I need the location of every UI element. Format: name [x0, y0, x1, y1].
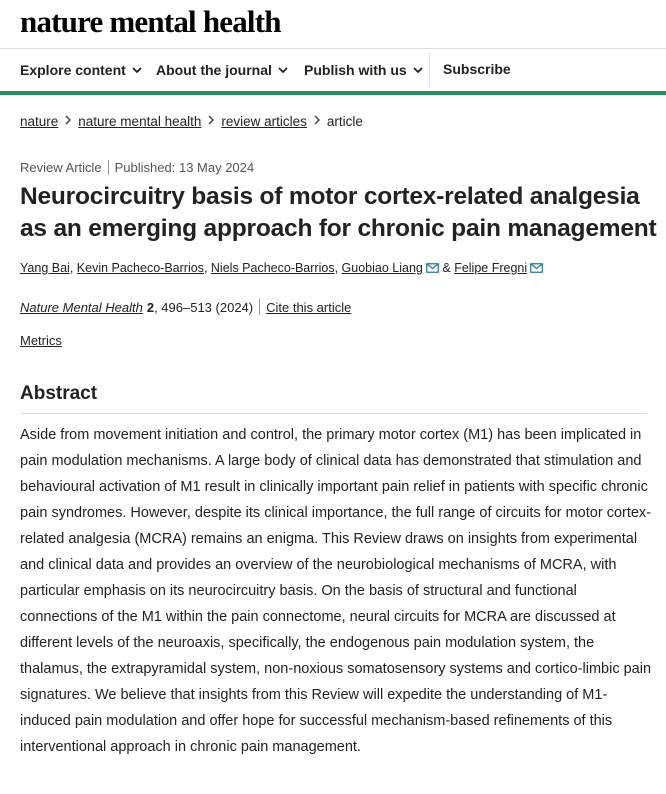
chevron-down-icon — [132, 61, 142, 77]
nav-about-journal[interactable] — [156, 61, 288, 78]
chevron-right-icon — [65, 113, 71, 128]
meta-divider — [108, 160, 109, 175]
mail-icon[interactable] — [426, 262, 439, 276]
nav-subscribe[interactable] — [443, 61, 511, 77]
citation-line — [20, 299, 351, 315]
nav-explore-content[interactable] — [20, 61, 142, 78]
nav-publish-with-us[interactable] — [304, 61, 423, 78]
accent-bar — [0, 91, 666, 95]
chevron-down-icon — [413, 61, 423, 77]
nav-subscribe-label: Subscribe — [443, 61, 511, 77]
chevron-right-icon — [208, 113, 214, 128]
nav-explore-content-label: Explore content — [20, 62, 126, 78]
journal-name-link[interactable]: Nature Mental Health — [20, 300, 143, 315]
breadcrumb-current: article — [326, 114, 363, 129]
author-link[interactable]: Yang Bai — [20, 261, 70, 275]
metrics-link[interactable]: Metrics — [20, 333, 62, 348]
article-meta — [20, 160, 254, 175]
author-separator: , — [334, 261, 339, 275]
journal-logo[interactable]: nature mental health — [20, 4, 281, 39]
breadcrumb-nature-mental-health[interactable]: nature mental health — [78, 114, 202, 129]
author-list — [20, 261, 543, 276]
volume-number: 2 — [146, 300, 155, 315]
citation-divider — [259, 299, 260, 315]
chevron-right-icon — [314, 113, 320, 128]
main-navigation — [0, 48, 666, 93]
author-separator: , — [69, 261, 74, 275]
breadcrumb-nature[interactable]: nature — [20, 114, 59, 129]
abstract-heading: Abstract — [20, 383, 98, 404]
article-title: Neurocircuitry basis of motor cortex-related analgesia as an emerging approach for chronic pain management — [20, 183, 657, 242]
abstract-text: Aside from movement initiation and control, the primary motor cortex (M1) has been implicated in pain modulation mechanisms. A large body of clinical data has demonstrated that stimulation and behavioural activation of M1 result in clinically important pain relief in patients with specific chronic pain syndromes. However, despite its clinical importance, the full range of circuits for motor cortex-related analgesia (MCRA) remains an enigma. This Review draws on insights from experimental and clinical data and provides an overview of the neurobiological mechanisms of MCRA, with particular emphasis on its neurocircuitry basis. On the basis of structural and functional connections of the M1 within the pain connectome, neural circuits for MCRA are discussed at different levels of the neuroaxis, specifically, the endogenous pain modulation system, the thalamus, the extrapyramidal system, non-noxious somatosensory systems and cortico-limbic pain signatures. We believe that insights from this Review will expedite the understanding of M1-induced pain modulation and offer hope for successful mechanism-based refinements of this interventional approach in chronic pain management. — [20, 427, 652, 755]
nav-divider — [429, 53, 430, 85]
author-ampersand: & — [442, 261, 451, 275]
pages-year: , 496–513 (2024) — [154, 300, 254, 315]
published-date: Published: 13 May 2024 — [114, 160, 255, 175]
cite-this-article-link[interactable]: Cite this article — [266, 300, 352, 315]
author-link[interactable]: Guobiao Liang — [341, 261, 423, 275]
author-link[interactable]: Niels Pacheco-Barrios — [210, 261, 335, 275]
nav-about-journal-label: About the journal — [156, 62, 272, 78]
author-link[interactable]: Felipe Fregni — [454, 261, 528, 275]
author-link[interactable]: Kevin Pacheco-Barrios — [76, 261, 204, 275]
author-separator: , — [203, 261, 208, 275]
breadcrumb — [20, 113, 363, 129]
article-type: Review Article — [20, 160, 102, 175]
abstract-divider — [20, 413, 647, 414]
mail-icon[interactable] — [530, 262, 543, 276]
nav-publish-with-us-label: Publish with us — [304, 62, 407, 78]
breadcrumb-review-articles[interactable]: review articles — [221, 114, 307, 129]
chevron-down-icon — [278, 61, 288, 77]
